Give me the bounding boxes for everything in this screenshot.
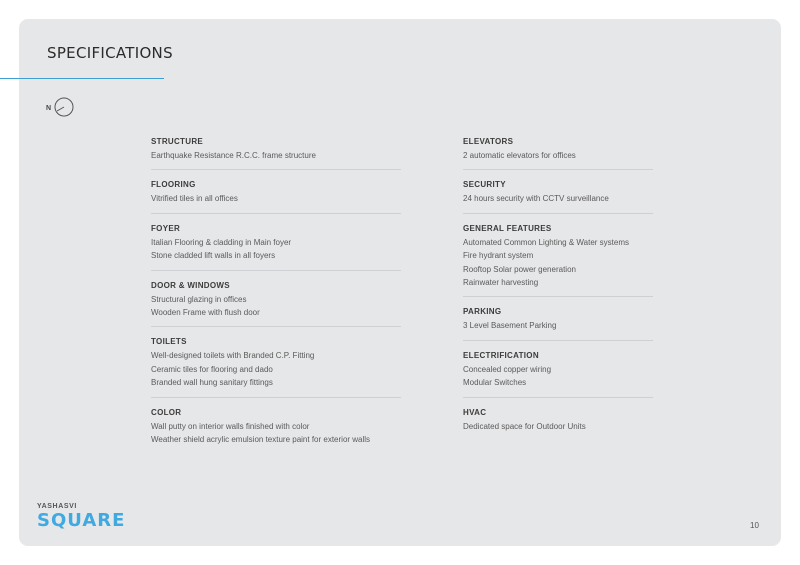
spec-item: 2 automatic elevators for offices [463, 151, 576, 160]
north-indicator [46, 96, 78, 116]
spec-section-title: FOYER [151, 223, 181, 233]
spec-item: Weather shield acrylic emulsion texture paint for exterior walls [151, 435, 371, 445]
spec-item: 3 Level Basement Parking [463, 321, 557, 331]
spec-item: Ceramic tiles for flooring and dado [151, 364, 273, 374]
spec-section [463, 347, 653, 398]
spec-section-title: FLOORING [151, 180, 196, 190]
spec-section-title: COLOR [151, 407, 182, 417]
spec-column-right [463, 133, 653, 446]
spec-section-title: PARKING [463, 307, 502, 317]
north-label: N [46, 105, 52, 112]
spec-column-left [151, 133, 401, 459]
spec-section [151, 404, 401, 454]
spec-section [151, 277, 401, 328]
spec-section-title: DOOR & WINDOWS [151, 280, 230, 290]
spec-section [151, 176, 401, 213]
spec-item: Automated Common Lighting & Water systems [463, 237, 629, 247]
compass-icon [53, 96, 75, 118]
spec-section-title: ELEVATORS [463, 137, 514, 146]
spec-section-title: GENERAL FEATURES [463, 223, 552, 233]
spec-item: Structural glazing in offices [151, 294, 247, 304]
spec-item: Rooftop Solar power generation [463, 264, 576, 274]
spec-item: Earthquake Resistance R.C.C. frame structure [151, 151, 316, 160]
spec-item: Stone cladded lift walls in all foyers [151, 251, 276, 261]
spec-item: Modular Switches [463, 378, 527, 388]
spec-section [463, 133, 653, 170]
spec-section-title: ELECTRIFICATION [463, 350, 539, 360]
page-number: 10 [750, 521, 759, 530]
spec-section [463, 404, 653, 440]
spec-item: Dedicated space for Outdoor Units [463, 421, 586, 431]
spec-item: Branded wall hung sanitary fittings [151, 378, 273, 388]
spec-section [463, 220, 653, 298]
spec-item: Vitrified tiles in all offices [151, 194, 238, 204]
spec-section-title: SECURITY [463, 180, 506, 190]
spec-item: 24 hours security with CCTV surveillance [463, 194, 609, 204]
spec-section-title: STRUCTURE [151, 137, 204, 146]
spec-item: Concealed copper wiring [463, 364, 552, 374]
spec-section [151, 333, 401, 397]
spec-section [151, 220, 401, 271]
spec-item: Well-designed toilets with Branded C.P. Fitting [151, 351, 315, 361]
brand-logo [37, 503, 125, 530]
title-underline [0, 78, 164, 79]
spec-item: Rainwater harvesting [463, 278, 539, 288]
spec-item: Italian Flooring & cladding in Main foyer [151, 237, 292, 247]
spec-section [463, 303, 653, 340]
spec-item: Wooden Frame with flush door [151, 308, 260, 318]
logo-top-text: YASHASVI [37, 503, 77, 510]
spec-section [151, 133, 401, 170]
page-title: SPECIFICATIONS [47, 44, 173, 62]
spec-section [463, 176, 653, 213]
spec-section-title: HVAC [463, 407, 487, 417]
spec-item: Fire hydrant system [463, 251, 534, 261]
spec-item: Wall putty on interior walls finished with color [151, 421, 310, 431]
spec-section-title: TOILETS [151, 337, 187, 347]
logo-main-text: SQUARE [37, 510, 126, 531]
